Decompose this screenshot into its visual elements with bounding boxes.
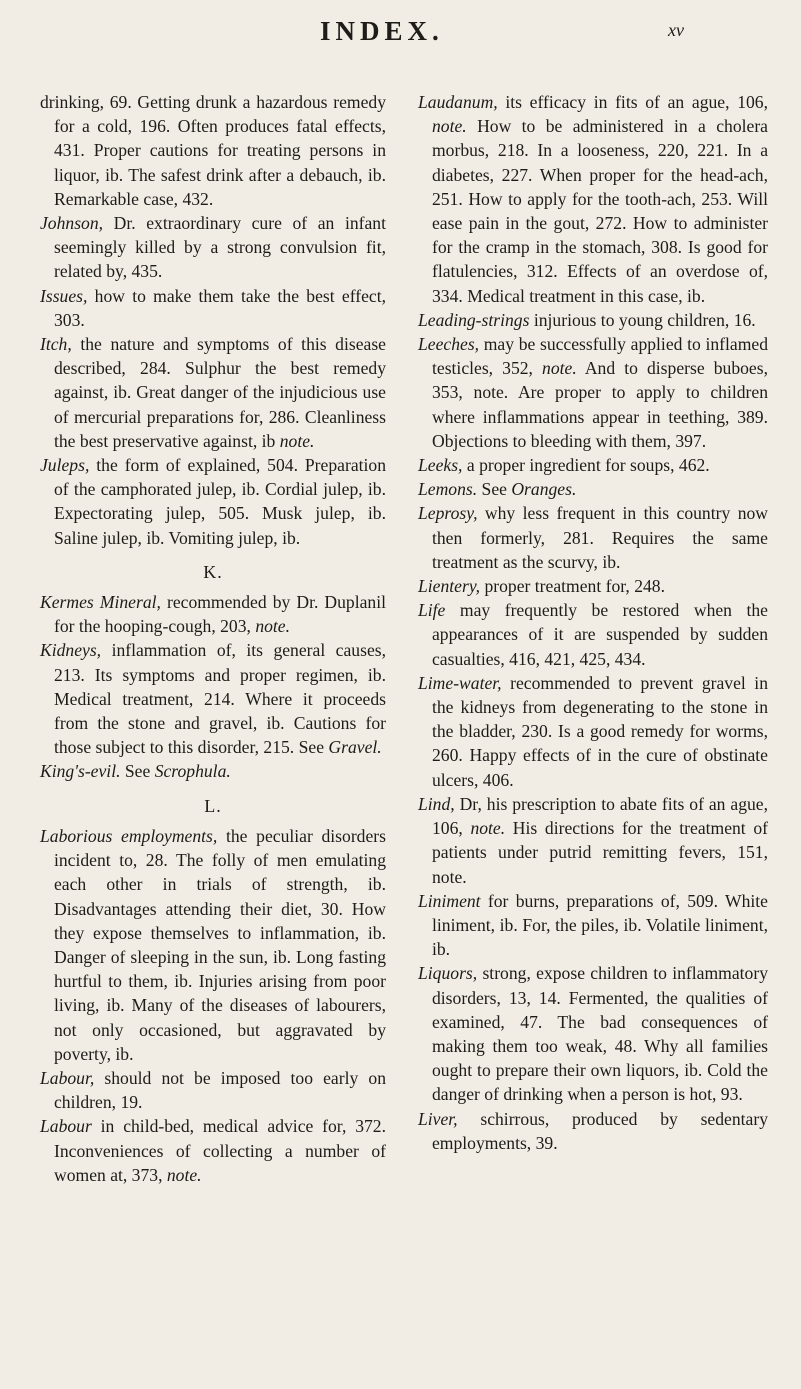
entry-tail: And to disperse buboes, 353, note. Are proper to apply to children where inflammations appear in teething, 389. Objections to bleeding with them, 397. [432, 358, 768, 451]
index-entry [40, 824, 386, 1066]
index-entry [418, 332, 768, 453]
entry-body: may be successfully applied to inflamed testicles, 352, [432, 334, 768, 379]
entry-head: Leeks, [418, 455, 463, 476]
entry-ref: note. [255, 616, 291, 637]
entry-body: the form of explained, 504. Preparation of the camphorated julep, ib. Cordial julep, ib. Expectorating julep, 505. Musk julep, ib. Saline julep, ib. Vomiting julep, ib. [54, 455, 386, 548]
page-number: xv [668, 20, 684, 40]
entry-body: Dr, his prescription to abate fits of an ague, 106, [432, 793, 768, 839]
left-column [40, 90, 386, 1187]
index-entry [418, 90, 768, 308]
entry-head: Life [418, 600, 446, 621]
index-entry [40, 1066, 386, 1114]
entry-body: a proper ingredient for soups, 462. [462, 455, 710, 476]
index-entry [40, 453, 386, 550]
entry-body: proper treatment for, 248. [480, 576, 666, 597]
entry-head: Juleps, [40, 455, 90, 476]
entry-ref: note. [279, 430, 315, 451]
index-entry [418, 961, 768, 1106]
entry-body: the peculiar disorders incident to, 28. The folly of men emulating each other in trials of strength, ib. Disadvantages attending their diet, 30. How they expose themselves to inflammation, ib. Danger of sleeping in the sun, ib. Long fasting hurtful to them, ib. Injuries arising from poor living, ib. Many of the diseases of labourers, not only occasioned, but aggravated by poverty, ib. [54, 825, 386, 1064]
section-letter: L. [204, 795, 222, 816]
entry-head: Lind, [418, 793, 455, 814]
entry-head: Labour, [40, 1067, 95, 1088]
entry-ref: note. [166, 1164, 202, 1185]
entry-head: Leeches, [418, 334, 480, 355]
index-entry [40, 590, 386, 638]
index-entry [40, 1114, 386, 1187]
entry-body: why less frequent in this country now then formerly, 281. Requires the same treatment as the scurvy, ib. [432, 503, 768, 572]
entry-head: Itch, [40, 334, 72, 355]
entry-tail: His directions for the treatment of patients under putrid remitting fevers, 151, note. [432, 818, 769, 887]
index-entry [40, 332, 386, 453]
entry-body: drinking, 69. Getting drunk a hazardous remedy for a cold, 196. Often produces fatal effects, 431. Proper cautions for treating persons in liquor, ib. The safest drink after a debauch, ib. Remarkable case, 432. [40, 92, 386, 209]
entry-head: Kermes Mineral, [40, 592, 161, 613]
page-header [0, 16, 801, 66]
entry-head: Leprosy, [418, 503, 478, 524]
index-title: INDEX. [320, 16, 444, 46]
index-entry [418, 1107, 768, 1155]
entry-body: the nature and symptoms of this disease described, 284. Sulphur the best remedy against, ib. Great danger of the injudicious use of mercurial preparations for, 286. Cleanliness the best preservative against, ib [54, 334, 386, 451]
entry-head: Issues, [40, 285, 88, 306]
entry-body: should not be imposed too early on children, 19. [54, 1067, 386, 1113]
index-entry [418, 477, 768, 501]
section-letter: K. [203, 561, 223, 582]
entry-body: its efficacy in fits of an ague, 106, [497, 92, 768, 112]
entry-body: may frequently be restored when the appearances of it are suspended by sudden casualties, 416, 421, 425, 434. [432, 600, 768, 669]
entry-tail: How to be administered in a cholera morbus, 218. In a looseness, 220, 221. In a diabetes, 227. When proper for the head-ach, 251. How to apply for the tooth-ach, 253. Will ease pain in the gout, 272. How to administer for the cramp in the stomach, 308. Is good for flatulencies, 312. Effects of an overdose of, 334. Medical treatment in this case, ib. [432, 116, 768, 306]
entry-ref: note. [432, 116, 467, 137]
index-entry [40, 284, 386, 332]
index-entry [418, 453, 768, 477]
right-column [418, 90, 768, 1155]
index-entry [40, 211, 386, 284]
entry-head: Liniment [418, 890, 481, 911]
index-entry [418, 598, 768, 671]
entry-head: Kidneys, [40, 640, 102, 661]
entry-body: for burns, preparations of, 509. White liniment, ib. For, the piles, ib. Volatile liniment, ib. [432, 890, 768, 960]
index-entry [40, 90, 386, 211]
entry-head: Leading-strings [418, 309, 530, 330]
entry-body: injurious to young children, 16. [529, 309, 756, 330]
entry-body: in child-bed, medical advice for, 372. Inconveniences of collecting a number of women at, 373, [54, 1116, 386, 1185]
index-entry [418, 308, 768, 332]
entry-body: Dr. extraordinary cure of an infant seemingly killed by a strong convulsion fit, related by, 435. [54, 213, 386, 282]
entry-head: Lime-water, [418, 672, 502, 693]
entry-body: how to make them take the best effect, 303. [54, 285, 386, 330]
index-entry [418, 574, 768, 598]
entry-head: Liver, [418, 1108, 458, 1129]
entry-ref: note. [542, 358, 577, 379]
entry-head: Labour [40, 1116, 92, 1137]
entry-body: strong, expose children to inflammatory disorders, 13, 14. Fermented, the qualities of examined, 47. The bad consequences of making them too weak, 48. Why all families ought to prepare their own liquors, ib. Cold the danger of drinking when a person is hot, 93. [432, 963, 768, 1105]
index-entry [418, 501, 768, 574]
entry-body: recommended to prevent gravel in the kidneys from degenerating to the stone in the bladder, 230. Is a good remedy for worms, 260. Happy effects of in the cure of obstinate ulcers, 406. [432, 672, 768, 790]
entry-body: inflammation of, its general causes, 213. Its symptoms and proper regimen, ib. Medical treatment, 214. Where it proceeds from the stone and gravel, ib. Cautions for those subject to this disorder, 215. See [54, 640, 386, 758]
index-entry [418, 889, 768, 962]
entry-head: Lientery, [418, 576, 481, 597]
entry-head: Johnson, [40, 213, 104, 234]
index-entry [40, 759, 386, 783]
entry-head: Laborious employments, [40, 825, 218, 846]
index-entry [40, 638, 386, 759]
entry-ref: Scrophula. [154, 761, 231, 782]
index-entry [418, 792, 768, 889]
entry-body: See [477, 479, 512, 500]
entry-body: schirrous, produced by sedentary employments, 39. [432, 1108, 768, 1153]
entry-head: King's-evil. [40, 761, 121, 782]
entry-head: Laudanum, [418, 92, 498, 112]
entry-ref: note. [470, 818, 506, 839]
entry-ref: Gravel. [328, 737, 382, 758]
entry-head: Liquors, [418, 963, 478, 984]
entry-ref: Oranges. [511, 479, 577, 500]
entry-head: Lemons. [418, 479, 478, 500]
index-entry [418, 671, 768, 792]
entry-body: See [120, 761, 155, 782]
entry-body: recommended by Dr. Duplanil for the hooping-cough, 203, [54, 592, 386, 637]
